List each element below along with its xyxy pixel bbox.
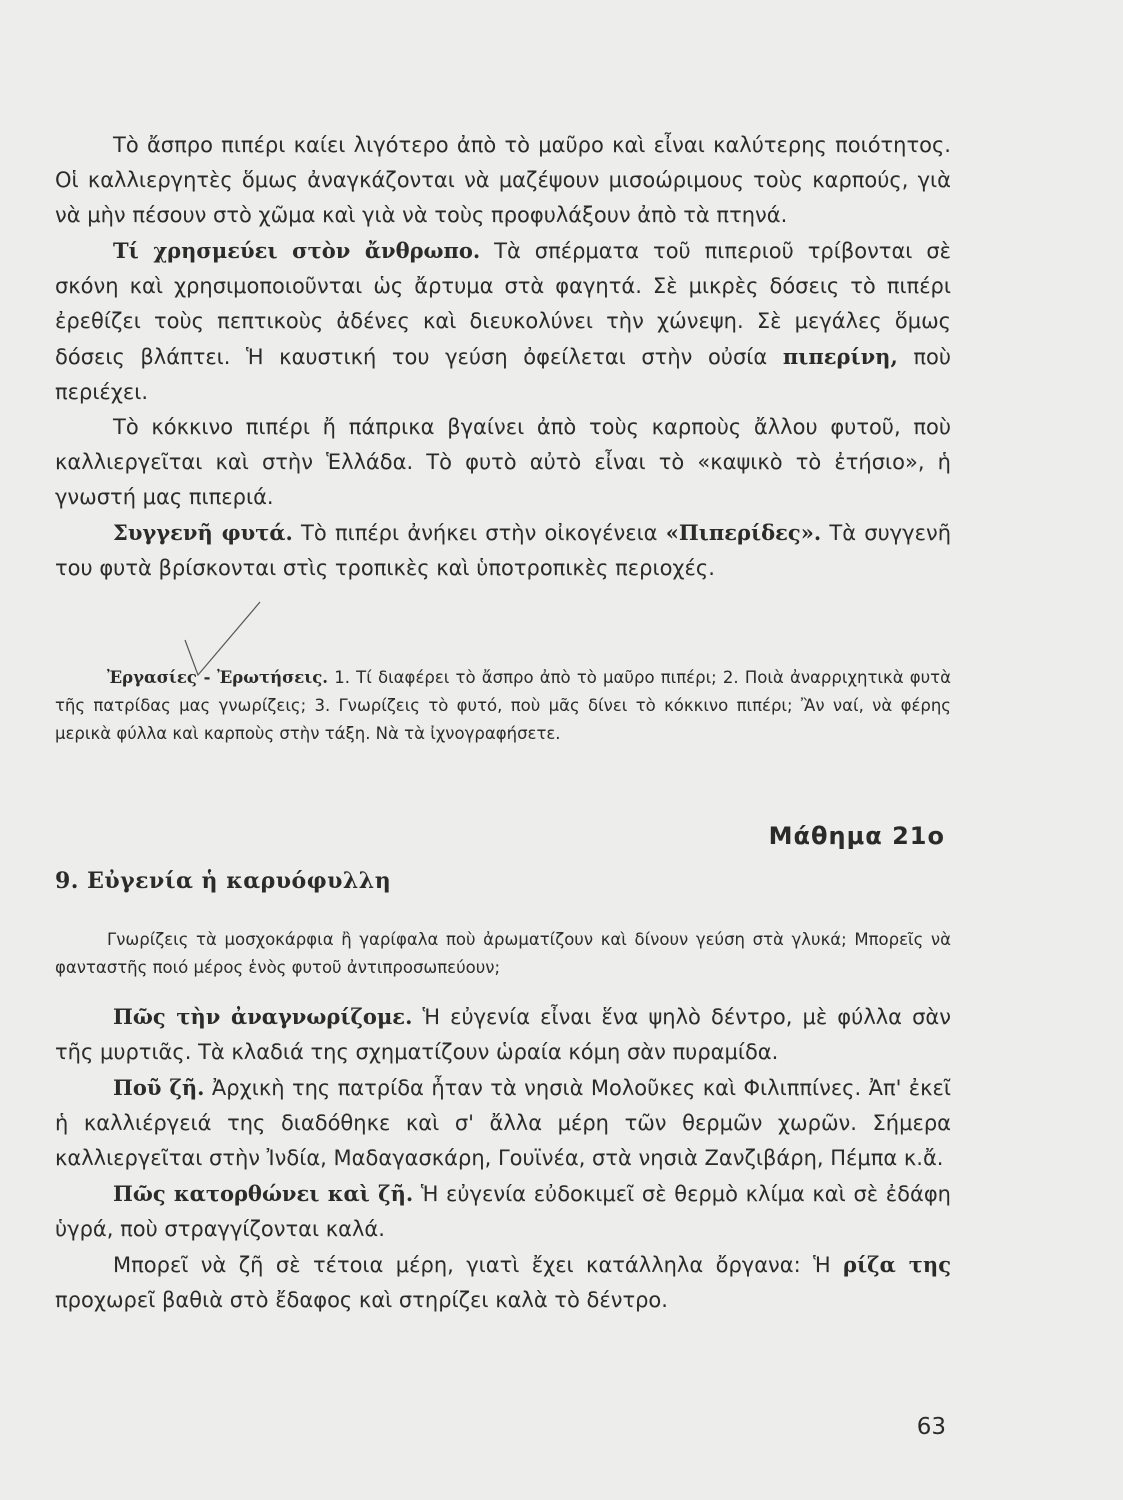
lesson-label: Μάθημα 21ο [768, 822, 945, 850]
paragraph-red-pepper: Τὸ κόκκινο πιπέρι ἤ πάπρικα βγαίνει ἀπὸ τοὺς καρποὺς ἄλλου φυτοῦ, ποὺ καλλιεργεῖται καὶ στὴν Ἑλλάδα. Τὸ φυτὸ αὐτὸ εἶναι τὸ «καψικὸ τὸ ἐτήσιο», ἡ γνωστή μας πιπεριά. [55, 415, 951, 509]
term-piperine: πιπερίνη, [782, 344, 898, 369]
exercises-text: 1. Τί διαφέρει τὸ ἄσπρο ἀπὸ τὸ μαῦρο πιπέρι; 2. Ποιὰ ἀναρριχητικὰ φυτὰ τῆς πατρίδας μας γνωρίζεις; 3. Γνωρίζεις τὸ φυτό, ποὺ μᾶς δίνει τὸ κόκκινο πιπέρι; Ἂν ναί, νὰ φέρης μερικὰ φύλλα καὶ καρποὺς στὴν τάξη. Νὰ τὰ ἰχνογραφήσετε. [55, 668, 951, 743]
chapter-title: 9. Εὐγενία ἡ καρυόφυλλη [55, 868, 392, 894]
heading-exercises: Ἐργασίες - Ἐρωτήσεις. [107, 668, 329, 687]
heading-habitat: Ποῦ ζῆ. [113, 1075, 205, 1100]
top-text-block [55, 128, 951, 586]
bottom-text-block [55, 999, 951, 1318]
paragraph-recognition: Πῶς τὴν ἀναγνωρίζομε. Ἡ εὐγενία εἶναι ἕνα ψηλὸ δέντρο, μὲ φύλλα σὰν τῆς μυρτιᾶς. Τὰ κλαδιά της σχηματίζουν ὡραία κόμη σὰν πυραμίδα. [55, 1004, 951, 1064]
term-root: ρίζα της [843, 1252, 951, 1277]
exercises-block [55, 664, 951, 748]
page-number: 63 [916, 1414, 946, 1440]
heading-recognition: Πῶς τὴν ἀναγνωρίζομε. [113, 1004, 413, 1029]
paragraph-organs: Μπορεῖ νὰ ζῆ σὲ τέτοια μέρη, γιατὶ ἔχει κατάλληλα ὄργανα: Ἡ ρίζα της προχωρεῖ βαθιὰ στὸ ἔδαφος καὶ στηρίζει καλὰ τὸ δέντρο. [55, 1252, 951, 1312]
intro-question: Γνωρίζεις τὰ μοσχοκάρφια ἢ γαρίφαλα ποὺ ἀρωματίζουν καὶ δίνουν γεύση στὰ γλυκά; Μπορεῖς νὰ φανταστῆς ποιό μέρος ἑνὸς φυτοῦ ἀντιπροσωπεύουν; [55, 930, 951, 977]
heading-related-plants: Συγγενῆ φυτά. [113, 520, 293, 545]
heading-survival: Πῶς κατορθώνει καὶ ζῆ. [113, 1181, 414, 1206]
paragraph-related-plants: Συγγενῆ φυτά. Τὸ πιπέρι ἀνήκει στὴν οἰκογένεια «Πιπερίδες». Τὰ συγγενῆ του φυτὰ βρίσκονται στὶς τροπικὲς καὶ ὑποτροπικὲς περιοχές. [55, 520, 952, 580]
paragraph-survival: Πῶς κατορθώνει καὶ ζῆ. Ἡ εὐγενία εὐδοκιμεῖ σὲ θερμὸ κλίμα καὶ σὲ ἐδάφη ὑγρά, ποὺ στραγγίζονται καλά. [55, 1181, 951, 1241]
paragraph-white-pepper: Τὸ ἄσπρο πιπέρι καίει λιγότερο ἀπὸ τὸ μαῦρο καὶ εἶναι καλύτερης ποιότητος. Οἱ καλλιεργητὲς ὅμως ἀναγκάζονται νὰ μαζέψουν μισοώριμους τοὺς καρπούς, γιὰ νὰ μὴν πέσουν στὸ χῶμα καὶ γιὰ νὰ τοὺς προφυλάξουν ἀπὸ τὰ πτηνά. [55, 133, 951, 227]
paragraph-uses: Τί χρησμεύει στὸν ἄνθρωπο. Τὰ σπέρματα τοῦ πιπεριοῦ τρίβονται σὲ σκόνη καὶ χρησιμοποιοῦνται ὡς ἄρτυμα στὰ φαγητά. Σὲ μικρὲς δόσεις τὸ πιπέρι ἐρεθίζει τοὺς πεπτικοὺς ἀδένες καὶ διευκολύνει τὴν χώνεψη. Σὲ μεγάλες ὅμως δόσεις βλάπτει. Ἡ καυστική του γεύση ὀφείλεται στὴν οὐσία πιπερίνη, ποὺ περιέχει. [55, 238, 951, 404]
paragraph-habitat: Ποῦ ζῆ. Ἀρχικὴ της πατρίδα ἦταν τὰ νησιὰ Μολοῦκες καὶ Φιλιππίνες. Ἀπ' ἐκεῖ ἡ καλλιέργειά της διαδόθηκε καὶ σ' ἄλλα μέρη τῶν θερμῶν χωρῶν. Σήμερα καλλιεργεῖται στὴν Ἰνδία, Μαδαγασκάρη, Γουϊνέα, στὰ νησιὰ Ζανζιβάρη, Πέμπα κ.ἄ. [55, 1075, 951, 1170]
term-piperides: «Πιπερίδες». [665, 520, 822, 545]
heading-uses: Τί χρησμεύει στὸν ἄνθρωπο. [113, 238, 481, 263]
